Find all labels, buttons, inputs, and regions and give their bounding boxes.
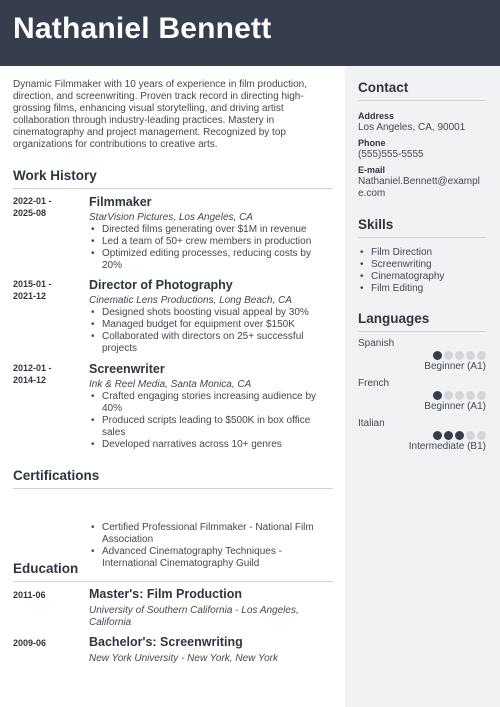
contact-section <box>358 80 486 200</box>
language-name: Spanish <box>358 338 395 349</box>
job-bullet: • Directed films generating over $1M in revenue <box>89 224 333 236</box>
certification-item: • Certified Professional Filmmaker - National Film Association <box>89 522 333 546</box>
education-entry <box>13 635 333 665</box>
resume-header <box>0 0 500 66</box>
section-divider <box>13 188 333 189</box>
education-section <box>13 561 333 582</box>
section-title-skills: Skills <box>358 217 394 232</box>
job-company: Cinematic Lens Productions, Long Beach, CA <box>89 295 292 306</box>
job-bullet: • Designed shots boosting visual appeal by 30% <box>89 307 333 319</box>
job-dates: 2012-01 - 2014-12 <box>13 363 52 385</box>
language-item <box>358 378 500 418</box>
skills-section <box>358 217 486 295</box>
education-degree: Bachelor's: Screenwriting <box>89 635 243 649</box>
job-company: StarVision Pictures, Los Angeles, CA <box>89 212 253 223</box>
skill-item: • Film Direction <box>358 247 486 259</box>
job-bullet: • Optimized editing processes, reducing costs by 20% <box>89 248 333 272</box>
section-title-languages: Languages <box>358 311 430 326</box>
rating-dot-empty <box>444 391 453 400</box>
rating-dot-filled <box>444 431 453 440</box>
language-item <box>358 418 500 458</box>
education-degree: Master's: Film Production <box>89 587 242 601</box>
job-bullet: • Collaborated with directors on 25+ successful projects <box>89 331 333 355</box>
job-dates: 2022-01 - 2025-08 <box>13 196 52 218</box>
job-bullet: • Managed budget for equipment over $150K <box>89 319 333 331</box>
section-title-education: Education <box>13 561 79 576</box>
job-entry <box>13 278 333 355</box>
section-divider <box>358 100 486 101</box>
language-name: Italian <box>358 418 385 429</box>
language-level: Intermediate (B1) <box>408 441 486 452</box>
rating-dot-empty <box>477 391 486 400</box>
job-dates: 2015-01 - 2021-12 <box>13 279 52 301</box>
section-title-certifications: Certifications <box>13 468 100 483</box>
rating-dot-empty <box>466 391 475 400</box>
skill-item: • Cinematography <box>358 271 486 283</box>
section-divider <box>358 331 486 332</box>
language-name: French <box>358 378 390 389</box>
rating-dot-filled <box>433 431 442 440</box>
rating-dot-empty <box>477 431 486 440</box>
language-level: Beginner (A1) <box>424 361 486 372</box>
phone-label: Phone <box>358 138 386 148</box>
section-title-contact: Contact <box>358 80 409 95</box>
section-divider <box>358 237 486 238</box>
education-school: New York University - New York, New York <box>89 653 278 664</box>
languages-section <box>358 311 486 332</box>
job-bullet: • Led a team of 50+ crew members in production <box>89 236 333 248</box>
job-company: Ink & Reel Media, Santa Monica, CA <box>89 379 252 390</box>
certification-item: • Advanced Cinematography Techniques - International Cinematography Guild <box>89 546 333 570</box>
language-rating <box>433 391 486 400</box>
languages-list <box>358 338 500 458</box>
skill-item: • Film Editing <box>358 283 486 295</box>
rating-dot-empty <box>455 391 464 400</box>
address-value: Los Angeles, CA, 90001 <box>358 122 466 133</box>
job-entry <box>13 195 333 272</box>
education-date: 2011-06 <box>13 590 46 600</box>
rating-dot-empty <box>466 431 475 440</box>
certifications-section <box>13 468 333 489</box>
education-date: 2009-06 <box>13 638 47 648</box>
rating-dot-filled <box>433 351 442 360</box>
address-label: Address <box>358 111 395 121</box>
email-value: Nathaniel.Bennett@example.com <box>358 176 480 199</box>
candidate-name: Nathaniel Bennett <box>13 12 272 45</box>
section-title-work: Work History <box>13 168 97 183</box>
job-role: Director of Photography <box>89 278 233 292</box>
summary-text: Dynamic Filmmaker with 10 years of experience in film production, direction, and screenwriting. Proven track record in directing high-grossing films, enhancing visual storytelling, and driving artist collaboration through industry-leading practices. Mastery in cinematography and project management. Recognized by top organizations for contributions to creative arts. <box>13 79 307 151</box>
language-rating <box>433 351 486 360</box>
email-label: E-mail <box>358 165 386 175</box>
job-bullet: • Developed narratives across 10+ genres <box>89 439 333 451</box>
rating-dot-filled <box>455 431 464 440</box>
rating-dot-filled <box>433 391 442 400</box>
job-bullet: • Produced scripts leading to $500K in box office sales <box>89 415 333 439</box>
job-entry <box>13 362 333 451</box>
language-item <box>358 338 500 378</box>
education-school: University of Southern California - Los Angeles, California <box>89 605 299 628</box>
rating-dot-empty <box>444 351 453 360</box>
job-role: Filmmaker <box>89 195 152 209</box>
job-role: Screenwriter <box>89 362 165 376</box>
language-level: Beginner (A1) <box>424 401 486 412</box>
rating-dot-empty <box>477 351 486 360</box>
education-entry <box>13 587 333 629</box>
section-divider <box>13 488 333 489</box>
rating-dot-empty <box>466 351 475 360</box>
phone-value: (555)555-5555 <box>358 149 424 160</box>
main-column <box>13 79 333 664</box>
language-rating <box>433 431 486 440</box>
section-divider <box>13 581 333 582</box>
work-history-section <box>13 168 333 189</box>
rating-dot-empty <box>455 351 464 360</box>
job-bullet: • Crafted engaging stories increasing audience by 40% <box>89 391 333 415</box>
skill-item: • Screenwriting <box>358 259 486 271</box>
